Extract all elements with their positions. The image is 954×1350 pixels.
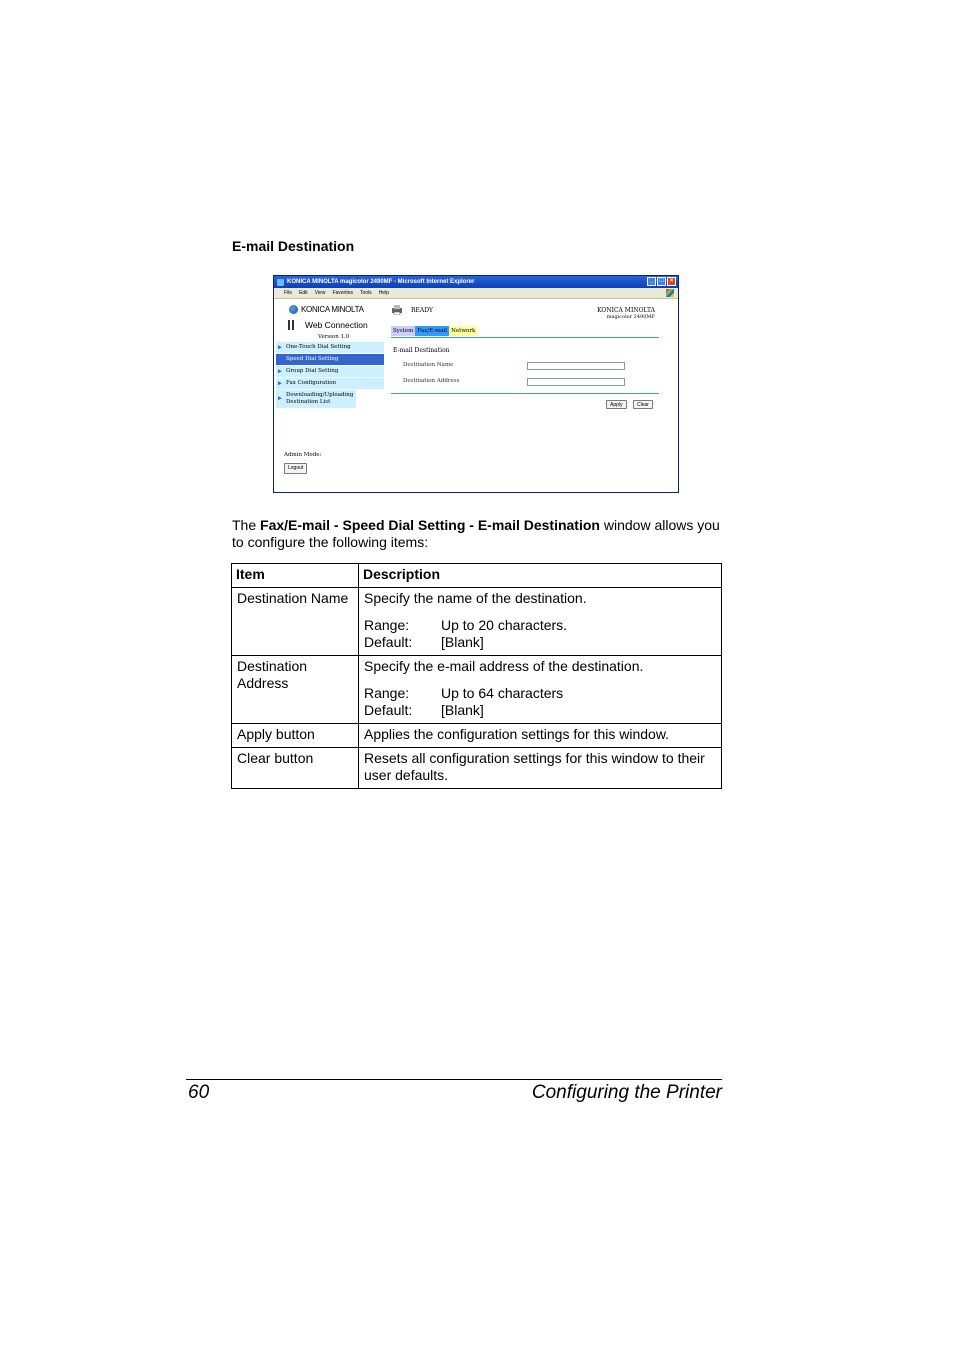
item-cell: Destination Name bbox=[232, 588, 359, 656]
tab-system: System bbox=[393, 328, 414, 334]
menu-tools: Tools bbox=[360, 290, 372, 296]
menu-view: View bbox=[314, 290, 326, 296]
logout-button: Logout bbox=[284, 463, 307, 474]
arrow-right-icon: ▶ bbox=[278, 380, 282, 386]
nav-label: Downloading/Uploading Destination List bbox=[286, 392, 354, 405]
window-title-bar bbox=[274, 276, 678, 288]
description-cell: Applies the configuration settings for this window. bbox=[359, 724, 722, 748]
nav-download-upload bbox=[276, 390, 356, 409]
table-row bbox=[232, 748, 722, 789]
description-cell bbox=[359, 588, 722, 656]
section-heading: E-mail Destination bbox=[232, 238, 355, 254]
item-cell: Destination Address bbox=[232, 656, 359, 724]
table-row bbox=[232, 656, 722, 724]
footer-rule bbox=[186, 1079, 722, 1080]
default-value: [Blank] bbox=[441, 634, 484, 650]
nav-group-dial bbox=[276, 366, 384, 378]
nav-label: Group Dial Setting bbox=[286, 368, 339, 374]
right-pane bbox=[389, 301, 677, 491]
running-title: Configuring the Printer bbox=[531, 1082, 722, 1103]
pagescope-icon bbox=[288, 320, 302, 330]
header-item: Item bbox=[232, 564, 359, 588]
header-description: Description bbox=[359, 564, 722, 588]
arrow-right-icon: ▶ bbox=[278, 395, 282, 402]
maximize-icon: □ bbox=[657, 277, 666, 286]
nav-label: One-Touch Dial Setting bbox=[286, 344, 351, 350]
menu-favorites: Favorites bbox=[332, 290, 353, 296]
range-label: Range: bbox=[364, 685, 410, 701]
printer-icon bbox=[391, 304, 403, 315]
side-navigation bbox=[276, 342, 384, 409]
nav-speed-dial bbox=[276, 354, 384, 366]
default-label: Default: bbox=[364, 634, 413, 650]
intro-bold-path: Fax/E-mail - Speed Dial Setting - E-mail Destination bbox=[260, 517, 600, 533]
default-value: [Blank] bbox=[441, 702, 484, 718]
clear-button: Clear bbox=[633, 400, 653, 409]
logo-text: KONICA MINOLTA bbox=[301, 305, 364, 314]
arrow-right-icon: ▶ bbox=[278, 368, 282, 374]
tab-fax-email: Fax/E-mail bbox=[417, 328, 448, 334]
description-cell bbox=[359, 656, 722, 724]
menu-bar bbox=[274, 288, 678, 299]
intro-post: window allows you to configure the following items: bbox=[232, 517, 720, 550]
browser-window-screenshot bbox=[273, 275, 679, 493]
form-divider bbox=[391, 393, 659, 394]
web-connection-text: Web Connection bbox=[305, 320, 368, 330]
destination-name-input bbox=[527, 362, 625, 370]
window-controls bbox=[647, 277, 676, 286]
minimize-icon: _ bbox=[647, 277, 656, 286]
konica-logo bbox=[289, 305, 364, 314]
range-value: Up to 20 characters. bbox=[441, 617, 568, 633]
destination-address-input bbox=[527, 378, 625, 386]
page-number: 60 bbox=[188, 1082, 210, 1103]
description-cell: Resets all configuration settings for this window to their user defaults. bbox=[359, 748, 722, 789]
nav-one-touch-dial bbox=[276, 342, 384, 354]
tab-divider bbox=[391, 337, 659, 338]
range-value: Up to 64 characters bbox=[441, 685, 564, 701]
tab-network: Network bbox=[451, 328, 476, 334]
brand-block bbox=[597, 307, 655, 320]
destination-name-label: Destination Name bbox=[403, 362, 454, 368]
web-page-content bbox=[274, 299, 678, 493]
description-text: Specify the name of the destination. bbox=[364, 590, 587, 606]
settings-table bbox=[231, 563, 722, 789]
range-default bbox=[364, 685, 716, 719]
status-text: READY bbox=[411, 307, 434, 314]
table-row bbox=[232, 588, 722, 656]
nav-label: Speed Dial Setting bbox=[286, 356, 339, 362]
intro-paragraph bbox=[232, 517, 722, 551]
nav-fax-configuration bbox=[276, 378, 384, 390]
item-cell: Clear button bbox=[232, 748, 359, 789]
range-default bbox=[364, 617, 716, 651]
default-label: Default: bbox=[364, 702, 413, 718]
destination-address-label: Destination Address bbox=[403, 378, 460, 384]
intro-pre: The bbox=[232, 517, 261, 533]
table-header-row bbox=[232, 564, 722, 588]
window-title: KONICA MINOLTA magicolor 2490MF - Microsoft Internet Explorer bbox=[287, 279, 475, 285]
version-label: Version 1.0 bbox=[318, 334, 350, 340]
web-connection-logo bbox=[288, 320, 368, 330]
left-pane bbox=[276, 301, 384, 491]
item-cell: Apply button bbox=[232, 724, 359, 748]
range-label: Range: bbox=[364, 617, 410, 633]
tab-bar bbox=[391, 326, 477, 336]
nav-label: Fax Configuration bbox=[286, 380, 337, 386]
browser-icon bbox=[277, 279, 284, 286]
menu-file: File bbox=[284, 290, 293, 296]
arrow-right-icon: ▶ bbox=[278, 344, 282, 350]
table-row bbox=[232, 724, 722, 748]
brand-name: KONICA MINOLTA bbox=[597, 307, 655, 314]
apply-button: Apply bbox=[606, 400, 627, 409]
menu-edit: Edit bbox=[299, 290, 308, 296]
form-title: E-mail Destination bbox=[393, 347, 450, 354]
close-icon: × bbox=[667, 277, 676, 286]
model-name: magicolor 2490MF bbox=[606, 314, 655, 320]
admin-mode-label: Admin Mode: bbox=[284, 452, 322, 458]
menu-help: Help bbox=[378, 290, 389, 296]
description-text: Specify the e-mail address of the destination. bbox=[364, 658, 644, 674]
konica-globe-icon bbox=[289, 305, 298, 314]
windows-logo-icon bbox=[666, 289, 674, 297]
